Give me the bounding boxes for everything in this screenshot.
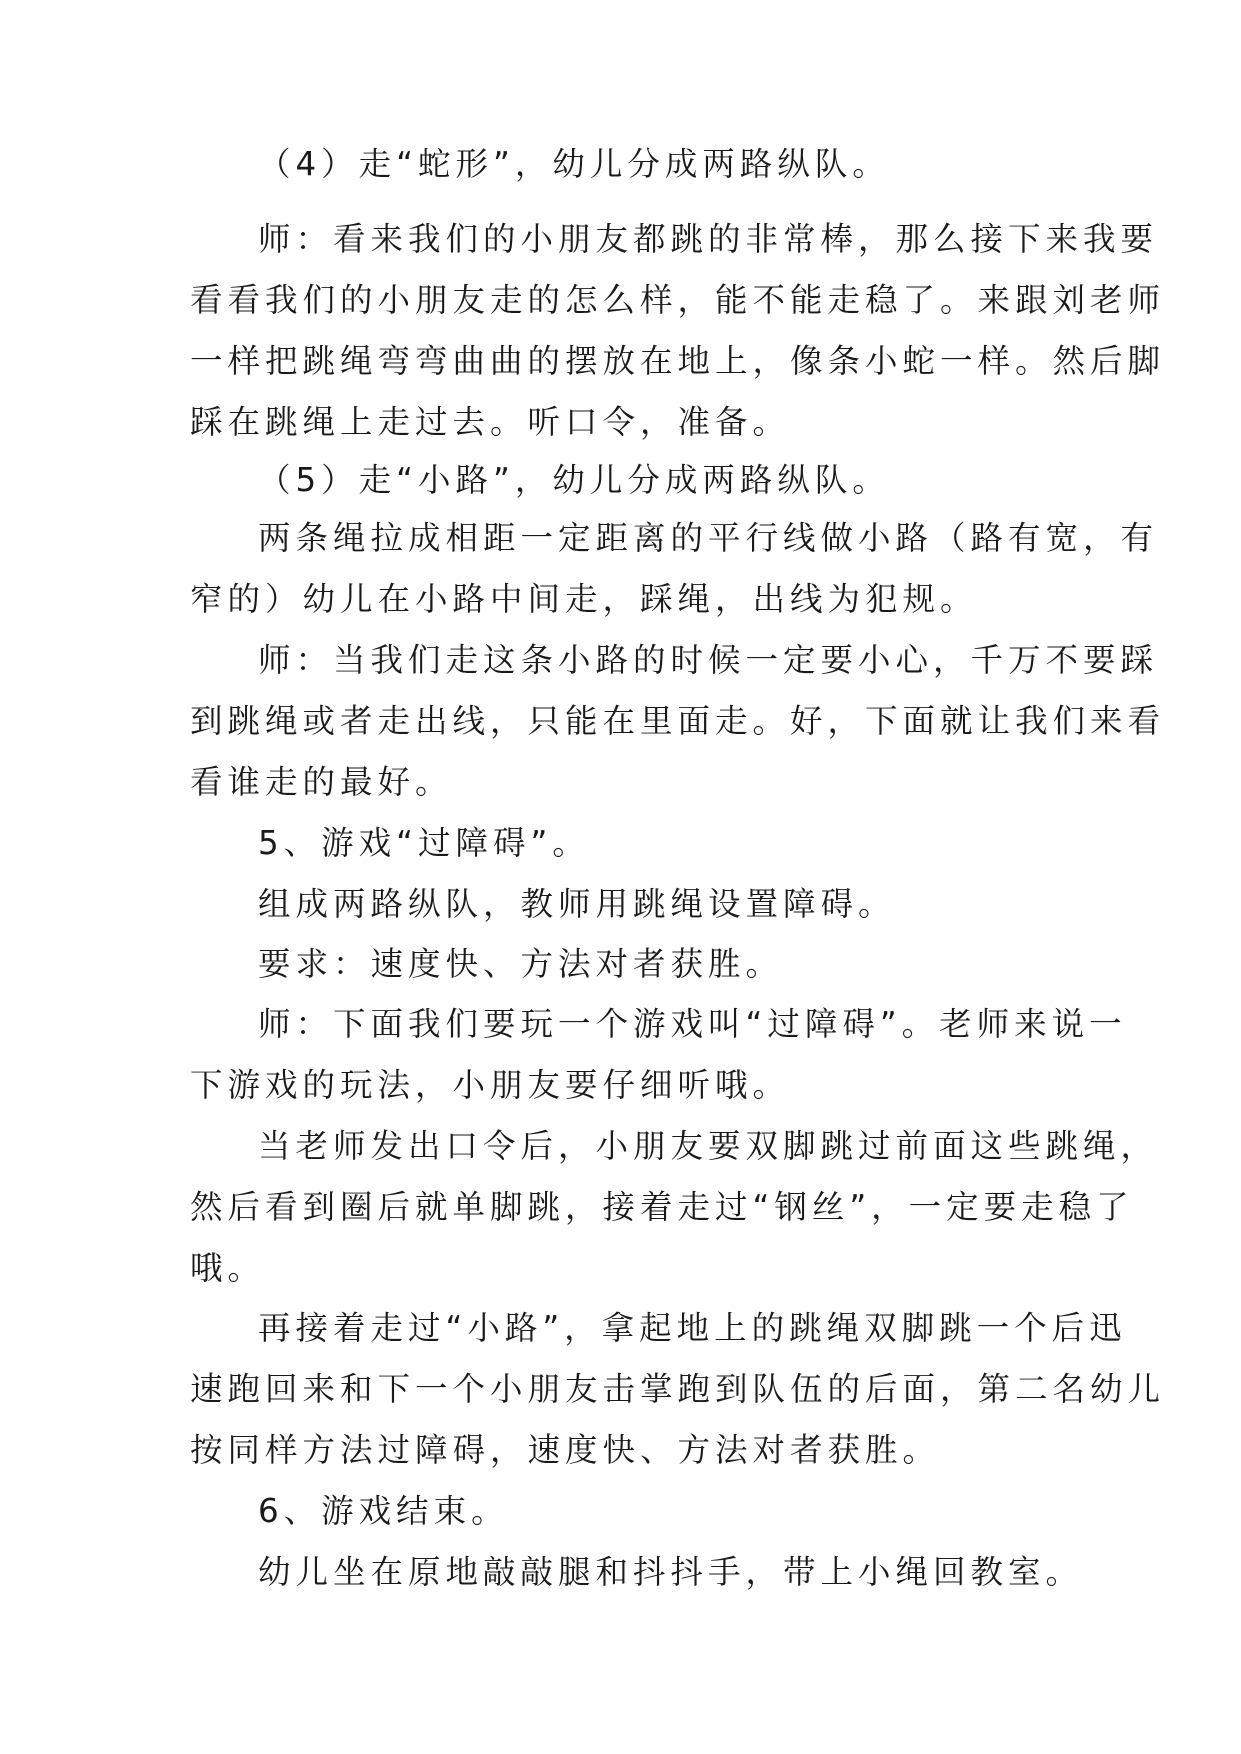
text-line: 到跳绳或者走出线，只能在里面走。好，下面就让我们来看 <box>190 702 1166 740</box>
text-line: 再接着走过“小路”，拿起地上的跳绳双脚跳一个后迅 <box>258 1309 1127 1347</box>
text-line: 当老师发出口令后，小朋友要双脚跳过前面这些跳绳， <box>258 1127 1159 1165</box>
text-line: 踩在跳绳上走过去。听口令，准备。 <box>190 403 791 441</box>
text-line: 看谁走的最好。 <box>190 763 453 801</box>
text-line: 组成两路纵队，教师用跳绳设置障碍。 <box>258 885 896 923</box>
text-line: 哦。 <box>190 1249 266 1287</box>
text-line: （4）走“蛇形”，幼儿分成两路纵队。 <box>258 145 890 183</box>
text-line: 要求：速度快、方法对者获胜。 <box>258 945 784 983</box>
text-line: （5）走“小路”，幼儿分成两路纵队。 <box>258 461 890 499</box>
text-line: 5、游戏“过障碍”。 <box>258 824 590 862</box>
text-line: 速跑回来和下一个小朋友击掌跑到队伍的后面，第二名幼儿 <box>190 1370 1166 1408</box>
text-line: 按同样方法过障碍，速度快、方法对者获胜。 <box>190 1431 941 1469</box>
text-line: 师：看来我们的小朋友都跳的非常棒，那么接下来我要 <box>258 220 1159 258</box>
text-line: 一样把跳绳弯弯曲曲的摆放在地上，像条小蛇一样。然后脚 <box>190 342 1166 380</box>
text-line: 师：下面我们要玩一个游戏叫“过障碍”。老师来说一 <box>258 1005 1127 1043</box>
text-line: 然后看到圈后就单脚跳，接着走过“钢丝”，一定要走稳了 <box>190 1188 1134 1226</box>
text-line: 幼儿坐在原地敲敲腿和抖抖手，带上小绳回教室。 <box>258 1553 1084 1591</box>
text-line: 两条绳拉成相距一定距离的平行线做小路（路有宽，有 <box>258 519 1159 557</box>
text-line: 下游戏的玩法，小朋友要仔细听哦。 <box>190 1066 791 1104</box>
text-line: 看看我们的小朋友走的怎么样，能不能走稳了。来跟刘老师 <box>190 281 1166 319</box>
text-line: 窄的）幼儿在小路中间走，踩绳，出线为犯规。 <box>190 580 978 618</box>
text-line: 6、游戏结束。 <box>258 1492 509 1530</box>
text-line: 师：当我们走这条小路的时候一定要小心，千万不要踩 <box>258 641 1159 679</box>
